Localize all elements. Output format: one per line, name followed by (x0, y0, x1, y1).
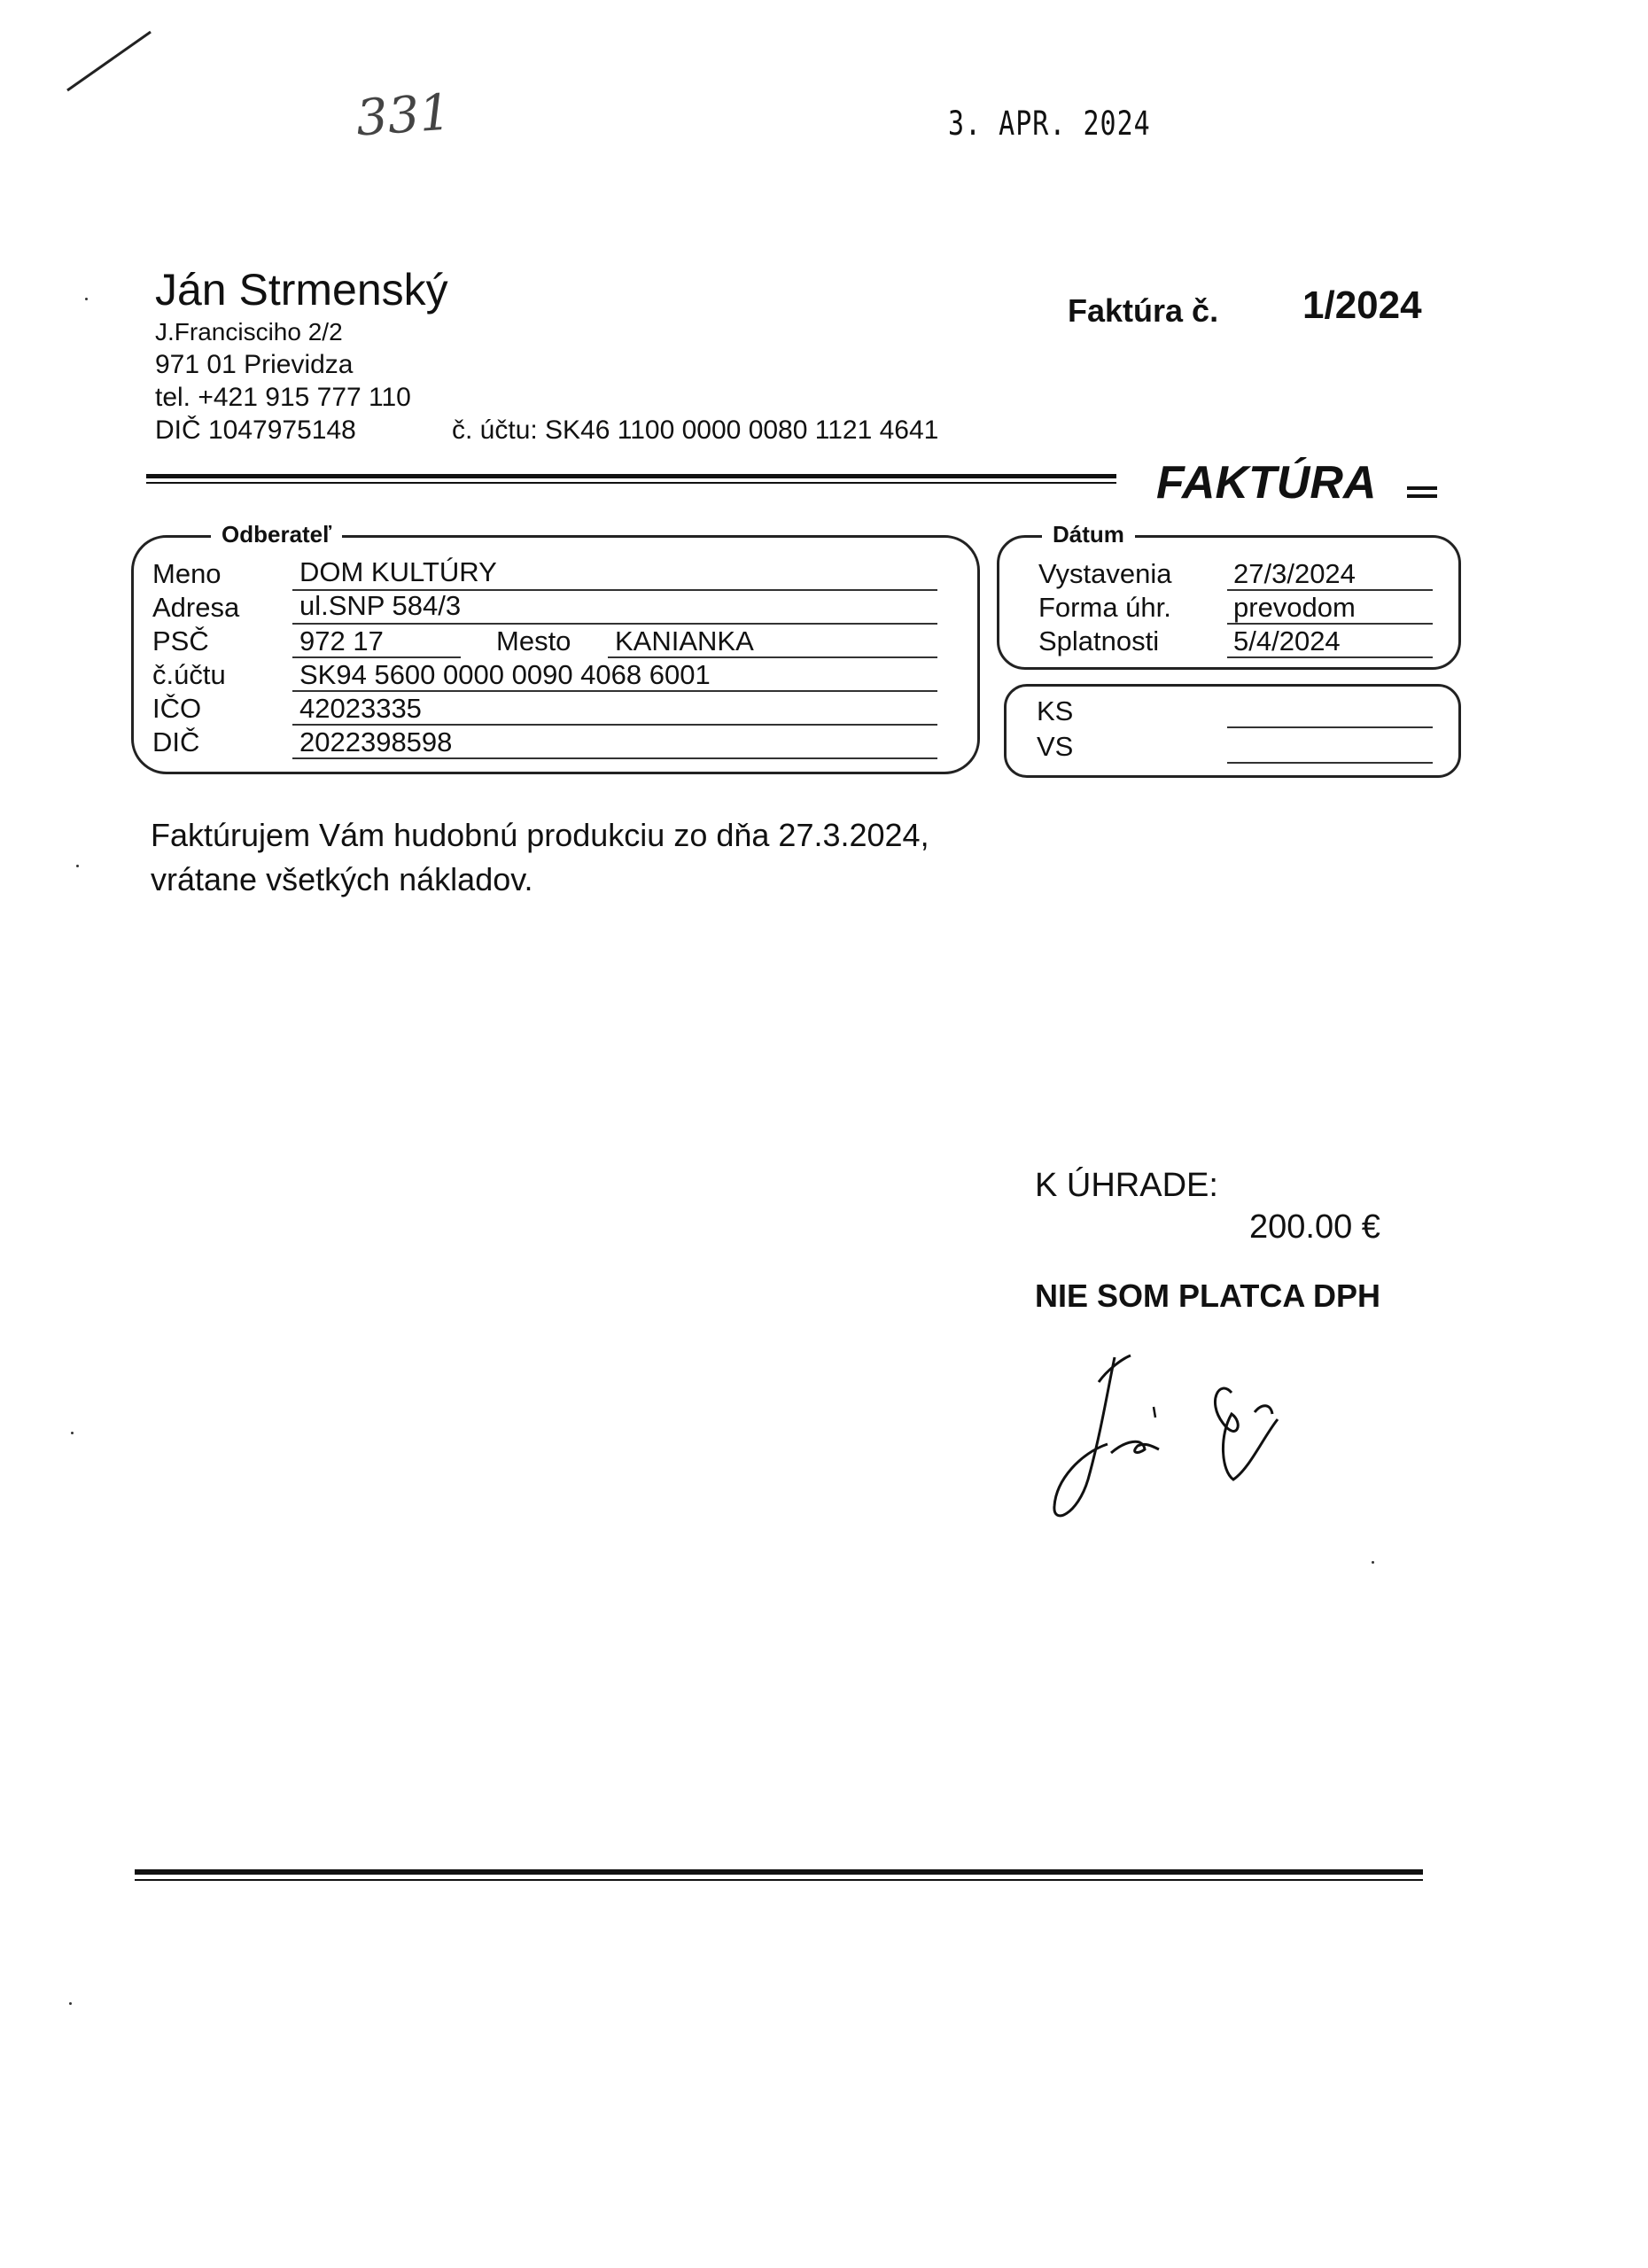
invoice-number: 1/2024 (1302, 284, 1422, 327)
scan-dot (85, 298, 88, 300)
customer-account-line (292, 690, 937, 692)
sender-phone: tel. +421 915 777 110 (155, 383, 411, 412)
dates-legend: Dátum (1042, 521, 1135, 548)
customer-name-label: Meno (152, 558, 222, 589)
customer-postcode-label: PSČ (152, 625, 209, 656)
customer-legend: Odberateľ (211, 521, 342, 548)
pen-stroke-mark (62, 27, 159, 97)
scan-dot (71, 1432, 74, 1434)
heading-mark-bottom (1407, 494, 1437, 498)
scan-dot (76, 865, 79, 867)
sender-name: Ján Strmenský (155, 265, 448, 315)
issue-date-value: 27/3/2024 (1233, 558, 1356, 589)
invoice-label: Faktúra č. (1068, 292, 1219, 329)
heading-mark-top (1407, 486, 1437, 490)
constant-symbol-line (1227, 726, 1433, 728)
customer-dic-line (292, 757, 937, 759)
sender-street: J.Francisciho 2/2 (155, 318, 343, 346)
invoice-description-line-1: Faktúrujem Vám hudobnú produkciu zo dňa 27.3.2024, (151, 817, 929, 853)
due-date-line (1227, 656, 1433, 658)
header-rule-top (146, 474, 1116, 478)
customer-dic-value: 2022398598 (299, 726, 453, 757)
variable-symbol-line (1227, 762, 1433, 764)
customer-address-value: ul.SNP 584/3 (299, 590, 462, 621)
customer-name-value: DOM KULTÚRY (299, 556, 497, 587)
header-rule-bottom (146, 482, 1116, 484)
customer-address-label: Adresa (152, 592, 240, 623)
issue-date-label: Vystavenia (1038, 558, 1172, 589)
vat-status-note: NIE SOM PLATCA DPH (1035, 1278, 1381, 1314)
amount-due-value: 200.00 € (1249, 1208, 1380, 1246)
payment-method-label: Forma úhr. (1038, 592, 1171, 623)
date-stamp: 3. APR. 2024 (948, 105, 1151, 144)
invoice-heading: FAKTÚRA (1156, 457, 1377, 509)
footer-rule-top (135, 1869, 1423, 1875)
sender-dic: DIČ 1047975148 (155, 416, 356, 445)
footer-rule-bottom (135, 1879, 1423, 1881)
customer-postcode-line (292, 656, 461, 658)
customer-account-value: SK94 5600 0000 0090 4068 6001 (299, 659, 711, 690)
payment-method-value: prevodom (1233, 592, 1356, 623)
due-date-value: 5/4/2024 (1233, 625, 1341, 656)
amount-due-label: K ÚHRADE: (1035, 1167, 1218, 1204)
variable-symbol-label: VS (1037, 731, 1074, 762)
customer-city-label: Mesto (496, 625, 571, 656)
customer-ico-line (292, 724, 937, 726)
scan-dot (69, 2002, 72, 2005)
sender-account: č. účtu: SK46 1100 0000 0080 1121 4641 (452, 416, 939, 445)
constant-symbol-label: KS (1037, 695, 1074, 726)
due-date-label: Splatnosti (1038, 625, 1160, 656)
customer-address-line (292, 623, 937, 625)
handwritten-signature (1046, 1338, 1347, 1533)
customer-ico-value: 42023335 (299, 693, 422, 724)
customer-ico-label: IČO (152, 693, 202, 724)
handwritten-number: 331 (354, 83, 454, 148)
customer-city-value: KANIANKA (615, 625, 754, 656)
payment-method-line (1227, 623, 1433, 625)
customer-city-line (608, 656, 937, 658)
invoice-description-line-2: vrátane všetkých nákladov. (151, 861, 533, 897)
customer-account-label: č.účtu (152, 659, 226, 690)
customer-dic-label: DIČ (152, 726, 200, 757)
issue-date-line (1227, 589, 1433, 591)
scan-dot (1372, 1561, 1374, 1564)
customer-postcode-value: 972 17 (299, 625, 384, 656)
sender-city: 971 01 Prievidza (155, 350, 354, 379)
